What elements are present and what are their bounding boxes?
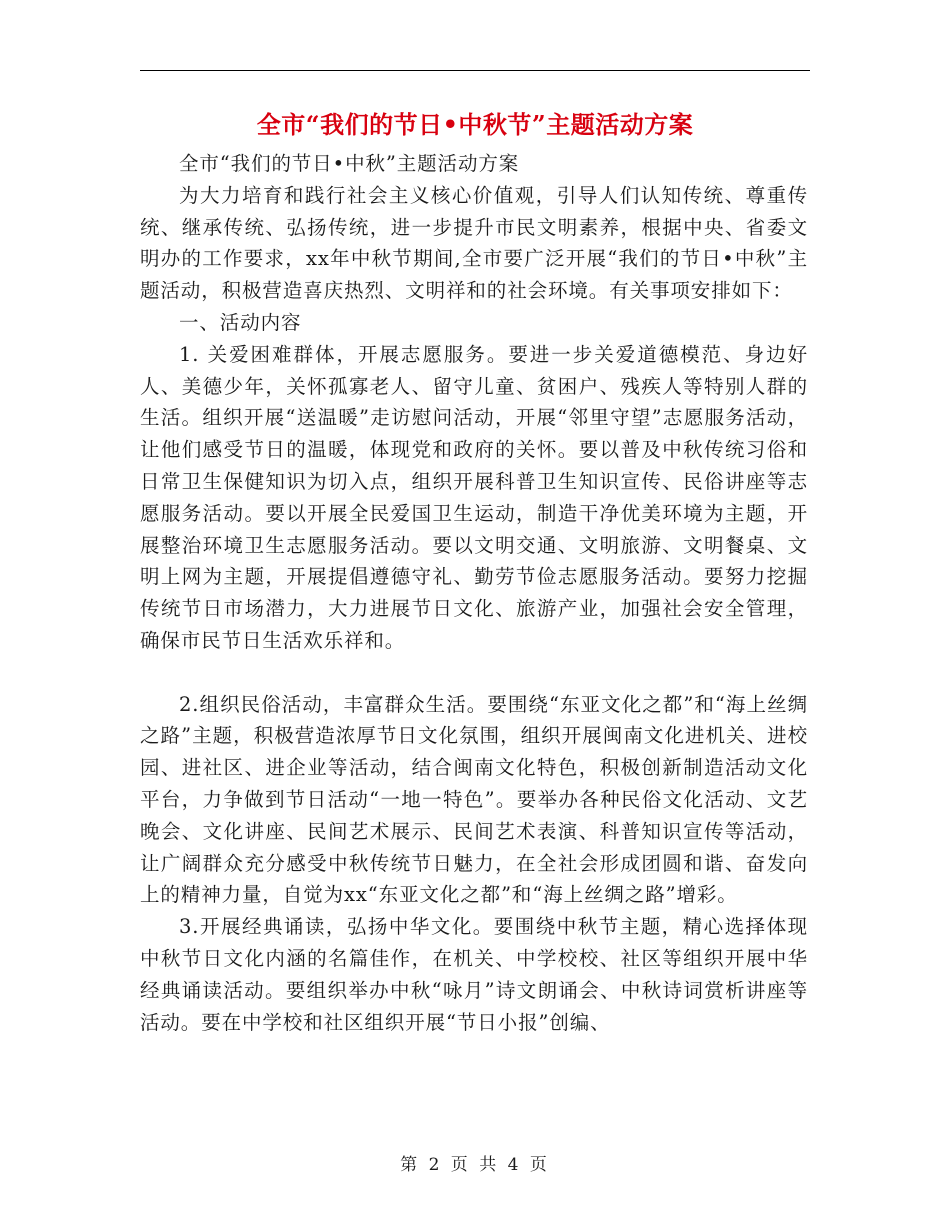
- item-3-paragraph: 3.开展经典诵读，弘扬中华文化。要围绕中秋节主题，精心选择体现中秋节日文化内涵的名篇佳作，在机关、中学校校、社区等组织开展中华经典诵读活动。要组织举办中秋“咏月”诗文朗诵会、中秋诗词赏析讲座等活动。要在中学校和社区组织开展“节日小报”创编、: [140, 915, 808, 1034]
- document-title: 全市“我们的节日•中秋节”主题活动方案: [256, 110, 694, 139]
- header-rule: [140, 70, 810, 71]
- intro-paragraph: 为大力培育和践行社会主义核心价值观，引导人们认知传统、尊重传统、继承传统、弘扬传统，进一步提升市民文明素养，根据中央、省委文明办的工作要求，xx年中秋节期间,全市要广泛开展“我们的节日•中秋”主题活动，积极营造喜庆热烈、文明祥和的社会环境。有关事项安排如下：: [140, 183, 808, 303]
- item-1-paragraph: 1. 关爱困难群体，开展志愿服务。要进一步关爱道德模范、身边好人、美德少年，关怀孤寡老人、留守儿童、贫困户、残疾人等特别人群的生活。组织开展“送温暖”走访慰问活动，开展“邻里守望”志愿服务活动，让他们感受节日的温暖，体现党和政府的关怀。要以普及中秋传统习俗和日常卫生保健知识为切入点，组织开展科普卫生知识宣传、民俗讲座等志愿服务活动。要以开展全民爱国卫生运动，制造干净优美环境为主题，开展整治环境卫生志愿服务活动。要以文明交通、文明旅游、文明餐桌、文明上网为主题，开展提倡遵德守礼、勤劳节俭志愿服务活动。要努力挖掘传统节日市场潜力，大力进展节日文化、旅游产业，加强社会安全管理，确保市民节日生活欢乐祥和。: [140, 342, 808, 652]
- section-heading: 一、活动内容: [179, 310, 302, 334]
- document-body: [140, 148, 808, 1038]
- item-2-paragraph: 2.组织民俗活动，丰富群众生活。要围绕“东亚文化之都”和“海上丝绸之路”主题，积极营造浓厚节日文化氛围，组织开展闽南文化进机关、进校园、进社区、进企业等活动，结合闽南文化特色，积极创新制造活动文化平台，力争做到节日活动“一地一特色”。要举办各种民俗文化活动、文艺晚会、文化讲座、民间艺术展示、民间艺术表演、科普知识宣传等活动，让广阔群众充分感受中秋传统节日魅力，在全社会形成团圆和谐、奋发向上的精神力量，自觉为xx“东亚文化之都”和“海上丝绸之路”增彩。: [140, 692, 808, 907]
- page-number: 第 2 页 共 4 页: [400, 1155, 550, 1175]
- subtitle-paragraph: 全市“我们的节日•中秋”主题活动方案: [179, 152, 520, 175]
